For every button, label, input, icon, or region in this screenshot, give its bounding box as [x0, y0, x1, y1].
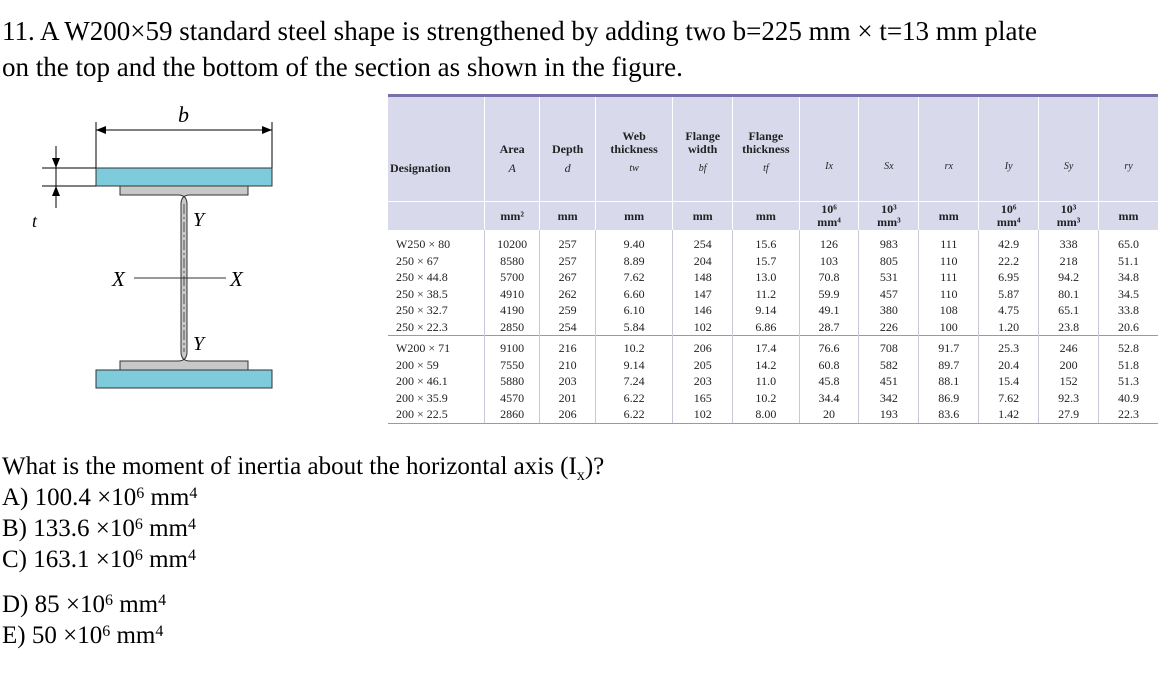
header-ry-symbol: ry	[1124, 161, 1133, 172]
option-e[interactable]	[2, 621, 163, 650]
unit-iy	[979, 202, 1039, 231]
cell-web-thickness: 7.62	[595, 269, 672, 286]
cell-depth: 262	[540, 286, 596, 303]
cell-rx: 83.6	[919, 406, 979, 423]
cell-depth: 216	[540, 336, 596, 357]
cell-sy: 23.8	[1039, 319, 1099, 336]
cell-sx: 380	[859, 302, 919, 319]
cell-flange-thickness: 17.4	[733, 336, 799, 357]
header-depth-symbol: d	[564, 161, 571, 175]
cell-sx: 193	[859, 406, 919, 423]
table-row	[388, 230, 1158, 253]
option-d[interactable]	[2, 590, 166, 619]
header-sx	[859, 96, 919, 202]
cell-flange-width: 165	[673, 390, 733, 407]
table-row	[388, 253, 1158, 270]
cell-depth: 203	[540, 373, 596, 390]
unit-web: mm	[595, 202, 672, 231]
header-flange-thickness	[733, 96, 799, 202]
cell-iy: 6.95	[979, 269, 1039, 286]
option-c-unit-exp: 4	[188, 547, 197, 564]
unit-ix-label: mm⁴	[817, 215, 841, 229]
label-x-right: X	[230, 267, 243, 291]
cell-ry: 40.9	[1099, 390, 1158, 407]
header-web-thickness	[595, 96, 672, 202]
cell-flange-thickness: 11.0	[733, 373, 799, 390]
option-a[interactable]	[2, 483, 197, 512]
table-row	[388, 302, 1158, 319]
cell-rx: 89.7	[919, 357, 979, 374]
b-arrow-right	[262, 126, 272, 134]
cell-web-thickness: 6.10	[595, 302, 672, 319]
unit-designation	[388, 202, 484, 231]
cell-sx: 531	[859, 269, 919, 286]
option-e-unit: mm	[110, 622, 156, 649]
cell-flange-thickness: 15.7	[733, 253, 799, 270]
header-ix	[799, 96, 859, 202]
unit-sx-scale: 10³	[881, 202, 897, 216]
label-y-top: Y	[193, 209, 205, 231]
cell-flange-width: 102	[673, 319, 733, 336]
option-a-exp: 6	[136, 485, 145, 502]
label-t: t	[32, 211, 38, 231]
cell-designation: 250 × 44.8	[396, 270, 448, 284]
cell-rx: 111	[919, 230, 979, 253]
header-depth-label: Depth	[552, 142, 584, 156]
cell-flange-width: 102	[673, 406, 733, 423]
cell-ry: 51.3	[1099, 373, 1158, 390]
cell-web-thickness: 6.60	[595, 286, 672, 303]
cell-iy: 15.4	[979, 373, 1039, 390]
header-rx-symbol: rx	[944, 161, 953, 172]
unit-sx	[859, 202, 919, 231]
cell-depth: 257	[540, 253, 596, 270]
unit-ix	[799, 202, 859, 231]
cell-ix: 60.8	[799, 357, 859, 374]
cell-web-thickness: 6.22	[595, 406, 672, 423]
header-ry	[1099, 96, 1158, 202]
option-b-unit: mm	[142, 515, 189, 542]
header-area	[484, 96, 540, 202]
unit-iy-label: mm⁴	[996, 215, 1021, 229]
header-ft-label: Flange thickness	[742, 129, 790, 156]
cell-ix: 126	[799, 230, 859, 253]
top-plate	[96, 168, 272, 186]
cell-ry: 51.1	[1099, 253, 1158, 270]
cell-iy: 1.42	[979, 406, 1039, 423]
cell-iy: 5.87	[979, 286, 1039, 303]
option-d-exp: 6	[104, 592, 113, 609]
cell-web-thickness: 9.14	[595, 357, 672, 374]
cell-iy: 22.2	[979, 253, 1039, 270]
option-a-value: A) 100.4 ×10	[2, 484, 137, 511]
cell-designation: 250 × 32.7	[396, 303, 448, 317]
cell-sx: 582	[859, 357, 919, 374]
cell-designation: 250 × 38.5	[396, 286, 448, 301]
unit-iy-scale: 10⁶	[1000, 202, 1017, 216]
option-d-unit: mm	[112, 591, 159, 618]
prompt-subscript: x	[576, 467, 585, 484]
cell-ry: 65.0	[1099, 230, 1158, 253]
cell-rx: 110	[919, 253, 979, 270]
cell-iy: 25.3	[979, 336, 1039, 357]
option-d-unit-exp: 4	[158, 592, 167, 609]
header-iy	[979, 96, 1039, 202]
cell-sx: 708	[859, 336, 919, 357]
cell-ry: 51.8	[1099, 357, 1158, 374]
option-b-unit-exp: 4	[188, 516, 197, 533]
cell-sx: 805	[859, 253, 919, 270]
cell-designation: 250 × 22.3	[396, 319, 448, 334]
unit-area: mm²	[484, 202, 540, 231]
cell-flange-width: 148	[673, 269, 733, 286]
cell-ix: 45.8	[799, 373, 859, 390]
cell-sx: 451	[859, 373, 919, 390]
cell-sy: 80.1	[1039, 286, 1099, 303]
header-web-symbol: tw	[629, 163, 639, 174]
option-b[interactable]	[2, 514, 196, 543]
header-ix-symbol: Ix	[825, 161, 833, 172]
header-sy-symbol: Sy	[1063, 161, 1074, 172]
cell-sy: 246	[1039, 336, 1099, 357]
table-row	[388, 269, 1158, 286]
cell-rx: 86.9	[919, 390, 979, 407]
cell-sy: 94.2	[1039, 269, 1099, 286]
header-fw-label: Flange width	[685, 129, 721, 156]
cell-area: 5700	[484, 269, 540, 286]
cell-sx: 342	[859, 390, 919, 407]
cell-ry: 22.3	[1099, 406, 1158, 423]
cell-flange-width: 146	[673, 302, 733, 319]
cell-sy: 27.9	[1039, 406, 1099, 423]
cell-area: 8580	[484, 253, 540, 270]
cell-iy: 4.75	[979, 302, 1039, 319]
prompt-text: What is the moment of inertia about the horizontal axis (I	[2, 453, 577, 480]
label-b: b	[178, 102, 189, 127]
header-sx-symbol: Sx	[884, 161, 894, 172]
cell-iy: 1.20	[979, 319, 1039, 336]
unit-sy	[1039, 202, 1099, 231]
label-y-bottom: Y	[193, 333, 205, 355]
option-a-unit: mm	[144, 484, 190, 511]
table-row	[388, 373, 1158, 390]
option-e-unit-exp: 4	[155, 623, 164, 640]
reinforced-beam-figure	[30, 100, 340, 430]
cell-area: 9100	[484, 336, 540, 357]
table-row	[388, 390, 1158, 407]
unit-rx: mm	[919, 202, 979, 231]
option-e-value: E) 50 ×10	[2, 622, 103, 649]
table-body	[388, 230, 1158, 423]
cell-sx: 457	[859, 286, 919, 303]
cell-sy: 65.1	[1039, 302, 1099, 319]
cell-rx: 108	[919, 302, 979, 319]
cell-designation: 200 × 59	[396, 357, 439, 372]
header-depth	[540, 96, 596, 202]
cell-depth: 259	[540, 302, 596, 319]
table-row	[388, 336, 1158, 357]
unit-sy-scale: 10³	[1060, 202, 1077, 216]
cell-depth: 210	[540, 357, 596, 374]
option-b-exp: 6	[134, 516, 143, 533]
cell-ry: 34.5	[1099, 286, 1158, 303]
cell-area: 5880	[484, 373, 540, 390]
header-sy	[1039, 96, 1099, 202]
cell-ry: 34.8	[1099, 269, 1158, 286]
unit-sy-label: mm³	[1056, 215, 1081, 229]
option-c-unit: mm	[142, 546, 189, 573]
cell-flange-width: 254	[673, 230, 733, 253]
table-row	[388, 357, 1158, 374]
cell-flange-thickness: 11.2	[733, 286, 799, 303]
cell-ix: 59.9	[799, 286, 859, 303]
unit-sx-label: mm³	[877, 215, 901, 229]
header-iy-symbol: Iy	[1004, 161, 1013, 172]
cell-flange-width: 204	[673, 253, 733, 270]
cell-rx: 111	[919, 269, 979, 286]
b-arrow-left	[96, 126, 106, 134]
label-x-left: X	[112, 267, 125, 291]
steel-shapes-table	[388, 94, 1158, 424]
unit-ry: mm	[1099, 202, 1158, 231]
cell-sy: 218	[1039, 253, 1099, 270]
cell-ry: 52.8	[1099, 336, 1158, 357]
cell-depth: 254	[540, 319, 596, 336]
cell-ix: 49.1	[799, 302, 859, 319]
header-rx	[919, 96, 979, 202]
cell-iy: 7.62	[979, 390, 1039, 407]
cell-area: 2860	[484, 406, 540, 423]
prompt-end: )?	[584, 453, 605, 480]
cell-depth: 206	[540, 406, 596, 423]
cell-flange-width: 203	[673, 373, 733, 390]
cell-designation: 200 × 22.5	[388, 406, 484, 423]
cell-designation: 200 × 35.9	[396, 390, 448, 405]
cell-ry: 20.6	[1099, 319, 1158, 336]
cell-rx: 91.7	[919, 336, 979, 357]
bottom-plate	[96, 370, 272, 388]
header-web-label: Web thickness	[610, 129, 658, 156]
cell-designation: 200 × 46.1	[396, 374, 448, 388]
cell-web-thickness: 8.89	[595, 253, 672, 270]
header-flange-width	[673, 96, 733, 202]
table-row	[388, 319, 1158, 336]
cell-ix: 34.4	[799, 390, 859, 407]
cell-area: 4190	[484, 302, 540, 319]
cell-area: 2850	[484, 319, 540, 336]
cell-web-thickness: 9.40	[595, 230, 672, 253]
header-ft-symbol: tf	[763, 163, 769, 174]
cell-flange-width: 147	[673, 286, 733, 303]
cell-area: 4910	[484, 286, 540, 303]
cell-iy: 20.4	[979, 357, 1039, 374]
header-designation: Designation	[388, 96, 484, 202]
cell-ix: 103	[799, 253, 859, 270]
cell-area: 7550	[484, 357, 540, 374]
cell-flange-thickness: 10.2	[733, 390, 799, 407]
cell-sy: 200	[1039, 357, 1099, 374]
cell-flange-thickness: 8.00	[733, 406, 799, 423]
cell-sy: 152	[1039, 373, 1099, 390]
cell-web-thickness: 10.2	[595, 336, 672, 357]
option-a-unit-exp: 4	[189, 485, 198, 502]
cell-flange-thickness: 9.14	[733, 302, 799, 319]
option-e-exp: 6	[102, 623, 111, 640]
table-row	[388, 286, 1158, 303]
cell-depth: 257	[540, 230, 596, 253]
cell-sy: 92.3	[1039, 390, 1099, 407]
cell-area: 10200	[484, 230, 540, 253]
option-d-value: D) 85 ×10	[2, 591, 105, 618]
cell-ix: 76.6	[799, 336, 859, 357]
cell-designation: W250 × 80	[396, 237, 451, 251]
cell-rx: 100	[919, 319, 979, 336]
header-area-label: Area	[499, 142, 525, 156]
cell-designation: 250 × 67	[396, 253, 439, 268]
cell-flange-thickness: 13.0	[733, 269, 799, 286]
header-area-symbol: A	[508, 161, 516, 175]
t-arrow-top	[52, 158, 60, 168]
cell-ix: 20	[799, 406, 859, 423]
t-arrow-bottom	[52, 186, 60, 196]
cell-sx: 226	[859, 319, 919, 336]
cell-flange-thickness: 15.6	[733, 230, 799, 253]
cell-ix: 28.7	[799, 319, 859, 336]
cell-rx: 110	[919, 286, 979, 303]
option-c-exp: 6	[134, 547, 143, 564]
cell-ry: 33.8	[1099, 302, 1158, 319]
cell-rx: 88.1	[919, 373, 979, 390]
unit-ft: mm	[733, 202, 799, 231]
option-c[interactable]	[2, 545, 196, 574]
cell-iy: 42.9	[979, 230, 1039, 253]
cell-area: 4570	[484, 390, 540, 407]
unit-fw: mm	[673, 202, 733, 231]
cell-flange-thickness: 14.2	[733, 357, 799, 374]
unit-ix-scale: 10⁶	[821, 202, 837, 216]
question-line-2: on the top and the bottom of the section as shown in the figure.	[2, 52, 683, 82]
option-b-value: B) 133.6 ×10	[2, 515, 135, 542]
cell-sy: 338	[1039, 230, 1099, 253]
question-line-1: 11. A W200×59 standard steel shape is strengthened by adding two b=225 mm × t=13 mm plate	[2, 16, 1038, 46]
cell-web-thickness: 6.22	[595, 390, 672, 407]
option-c-value: C) 163.1 ×10	[2, 546, 135, 573]
cell-depth: 267	[540, 269, 596, 286]
cell-flange-width: 206	[673, 336, 733, 357]
cell-sx: 983	[859, 230, 919, 253]
header-fw-symbol: bf	[698, 163, 707, 174]
unit-depth: mm	[540, 202, 596, 231]
cell-designation: W200 × 71	[388, 336, 484, 357]
cell-ix: 70.8	[799, 269, 859, 286]
cell-flange-thickness: 6.86	[733, 319, 799, 336]
cell-depth: 201	[540, 390, 596, 407]
cell-web-thickness: 7.24	[595, 373, 672, 390]
table-row	[388, 406, 1158, 423]
cell-flange-width: 205	[673, 357, 733, 374]
cell-web-thickness: 5.84	[595, 319, 672, 336]
